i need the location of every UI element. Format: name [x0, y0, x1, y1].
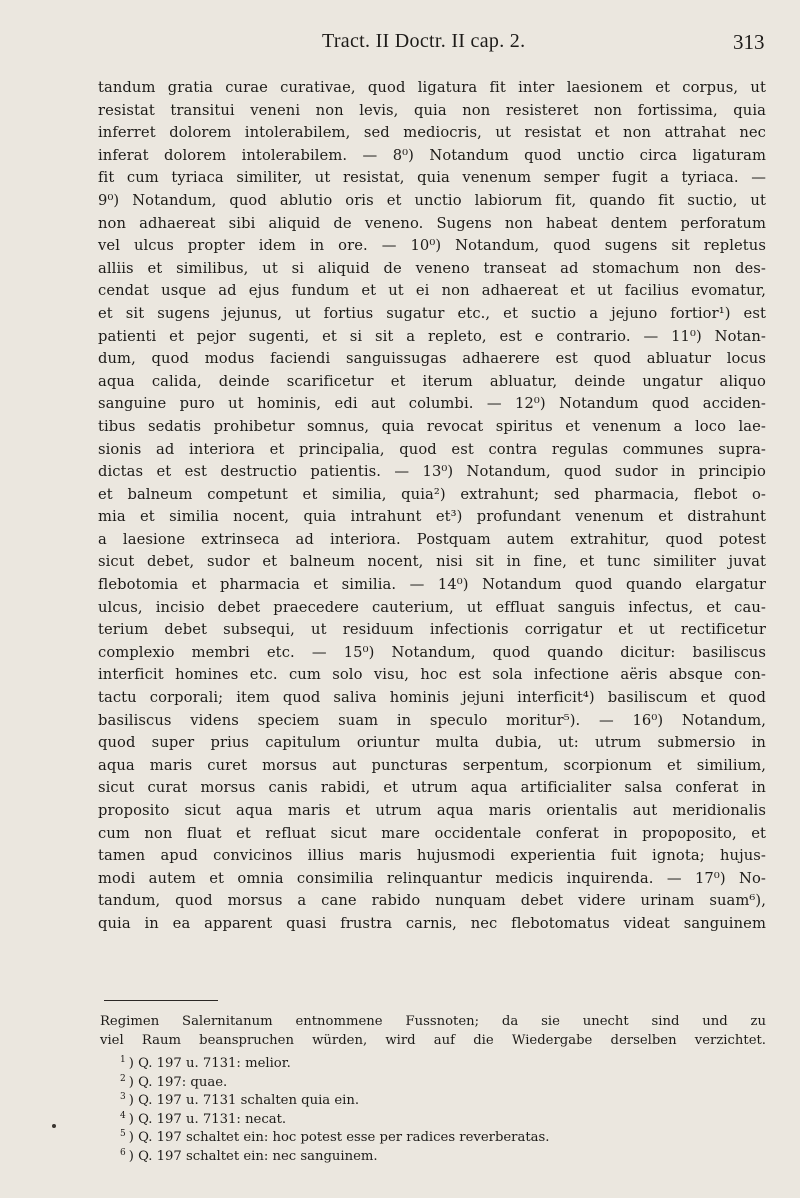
body-line: tactu corporali; item quod saliva hominis jejuni interficit⁴) basiliscum et quod: [98, 689, 766, 707]
footnote: [120, 1070, 760, 1089]
body-line: mia et similia nocent, quia intrahunt et³) profundant venenum et distrahunt: [98, 508, 766, 526]
footnote-text: Q. 197: quae.: [138, 1074, 228, 1090]
footnote-rule: [104, 1000, 218, 1001]
body-line: tandum gratia curae curativae, quod ligatura fit inter laesionem et corpus, ut: [98, 79, 766, 96]
footnote-intro-line: viel Raum beanspruchen würden, wird auf die Wiedergabe derselben verzichtet.: [100, 1033, 766, 1048]
footnote-mark-paren: ): [128, 1056, 134, 1071]
body-line: cum non fluat et refluat sicut mare occidentale conferat in propoposito, et: [98, 824, 766, 842]
body-line: tandum, quod morsus a cane rabido nunquam debet videre urinam suam⁶),: [98, 892, 766, 910]
footnote-mark-paren: ): [128, 1074, 134, 1090]
footnote-text: Q. 197 schaltet ein: nec sanguinem.: [138, 1148, 378, 1164]
body-line: aqua maris curet morsus aut puncturas serpentum, scorpionum et similium,: [98, 756, 766, 774]
footnote-mark: 6: [120, 1147, 126, 1158]
running-head: [0, 30, 800, 60]
footnote: [120, 1125, 760, 1144]
body-line: alliis et similibus, ut si aliquid de veneno transeat ad stomachum non des-: [98, 259, 766, 277]
footnote-mark: 3: [120, 1092, 126, 1102]
body-line: sionis ad interiora et principalia, quod est contra regulas communes supra-: [98, 440, 766, 458]
body-line: et sit sugens jejunus, ut fortius sugatur etc., et suctio a jejuno fortior¹) est: [98, 304, 766, 322]
body-line: basiliscus videns speciem suam in speculo moritur⁵). — 16⁰) Notandum,: [98, 711, 766, 729]
footnote-text: Q. 197 schaltet ein: hoc potest esse per radices reverberatas.: [138, 1130, 550, 1145]
body-line: ulcus, incisio debet praecedere cauterium, ut effluat sanguis infectus, et cau-: [98, 598, 766, 616]
body-text: [98, 77, 766, 936]
running-title: Tract. II Doctr. II cap. 2.: [322, 30, 526, 52]
footnote-mark: 2: [120, 1073, 126, 1084]
footnote-mark: 1: [120, 1055, 126, 1065]
body-line: vel ulcus propter idem in ore. — 10⁰) Notandum, quod sugens sit repletus: [98, 237, 766, 255]
body-line: tamen apud convicinos illius maris hujusmodi experientia fuit ignota; hujus-: [98, 847, 766, 865]
footnote-text: Q. 197 u. 7131: melior.: [138, 1056, 291, 1071]
footnote-list: [120, 1051, 760, 1162]
footnote-mark-paren: ): [128, 1093, 134, 1108]
body-line: sanguine puro ut hominis, edi aut columbi. — 12⁰) Notandum quod acciden-: [98, 395, 766, 413]
body-line: fit cum tyriaca similiter, ut resistat, quia venenum semper fugit a tyriaca. —: [98, 169, 766, 187]
body-line: resistat transitui veneni non levis, quia non resisteret non fortissima, quia: [98, 101, 766, 119]
body-line: proposito sicut aqua maris et utrum aqua maris orientalis aut meridionalis: [98, 802, 766, 819]
body-line: tibus sedatis prohibetur somnus, quia revocat spiritus et venenum a loco lae-: [98, 417, 766, 435]
footnote-text: Q. 197 u. 7131 schalten quia ein.: [138, 1093, 360, 1108]
body-line: patienti et pejor sugenti, et si sit a repleto, est e contrario. — 11⁰) Notan-: [98, 327, 766, 345]
body-line: quia in ea apparent quasi frustra carnis, nec flebotomatus videat sanguinem: [98, 914, 766, 932]
body-line: dum, quod modus faciendi sanguissugas adhaerere est quod abluatur locus: [98, 350, 766, 368]
footnote-intro: [100, 1012, 766, 1050]
body-line: interficit homines etc. cum solo visu, hoc est sola infectione aëris absque con-: [98, 666, 766, 684]
margin-dot: [52, 1124, 56, 1128]
body-line: quod super prius capitulum oriuntur multa dubia, ut: utrum submersio in: [98, 734, 766, 752]
footnote: [120, 1107, 760, 1126]
footnote: [120, 1051, 760, 1070]
body-line: modi autem et omnia consimilia relinquantur medicis inquirenda. — 17⁰) No-: [98, 869, 766, 887]
footnote: [120, 1144, 760, 1163]
page-number: 313: [733, 30, 765, 54]
footnote: [120, 1088, 760, 1107]
footnote-mark-paren: ): [128, 1148, 134, 1164]
body-line: inferret dolorem intolerabilem, sed mediocris, ut resistat et non attrahat nec: [98, 124, 766, 142]
body-line: sicut debet, sudor et balneum nocent, nisi sit in fine, et tunc similiter juvat: [98, 553, 766, 571]
footnote-intro-line: Regimen Salernitanum entnommene Fussnoten; da sie unecht sind und zu: [100, 1014, 766, 1029]
body-line: non adhaereat sibi aliquid de veneno. Sugens non habeat dentem perforatum: [98, 214, 766, 232]
body-line: a laesione extrinseca ad interiora. Postquam autem extrahitur, quod potest: [98, 530, 766, 548]
footnote-text: Q. 197 u. 7131: necat.: [138, 1111, 287, 1127]
body-line: sicut curat morsus canis rabidi, et utrum aqua artificialiter salsa conferat in: [98, 779, 766, 797]
body-line: inferat dolorem intolerabilem. — 8⁰) Notandum quod unctio circa ligaturam: [98, 146, 766, 164]
body-line: 9⁰) Notandum, quod ablutio oris et unctio labiorum fit, quando fit suctio, ut: [98, 191, 766, 209]
footnote-mark: 4: [120, 1110, 126, 1121]
body-line: aqua calida, deinde scarificetur et iterum abluatur, deinde ungatur aliquo: [98, 372, 766, 390]
body-line: et balneum competunt et similia, quia²) extrahunt; sed pharmacia, flebot o-: [98, 485, 766, 503]
footnote-mark-paren: ): [128, 1130, 134, 1145]
body-line: cendat usque ad ejus fundum et ut ei non adhaereat et ut facilius evomatur,: [98, 282, 766, 300]
footnote-mark-paren: ): [128, 1111, 134, 1127]
body-line: dictas et est destructio patientis. — 13⁰) Notandum, quod sudor in principio: [98, 463, 766, 481]
body-line: terium debet subsequi, ut residuum infectionis corrigatur et ut rectificetur: [98, 621, 766, 639]
body-line: complexio membri etc. — 15⁰) Notandum, quod quando dicitur: basiliscus: [98, 643, 766, 661]
footnote-mark: 5: [120, 1129, 126, 1139]
body-line: flebotomia et pharmacia et similia. — 14⁰) Notandum quod quando elargatur: [98, 576, 766, 594]
